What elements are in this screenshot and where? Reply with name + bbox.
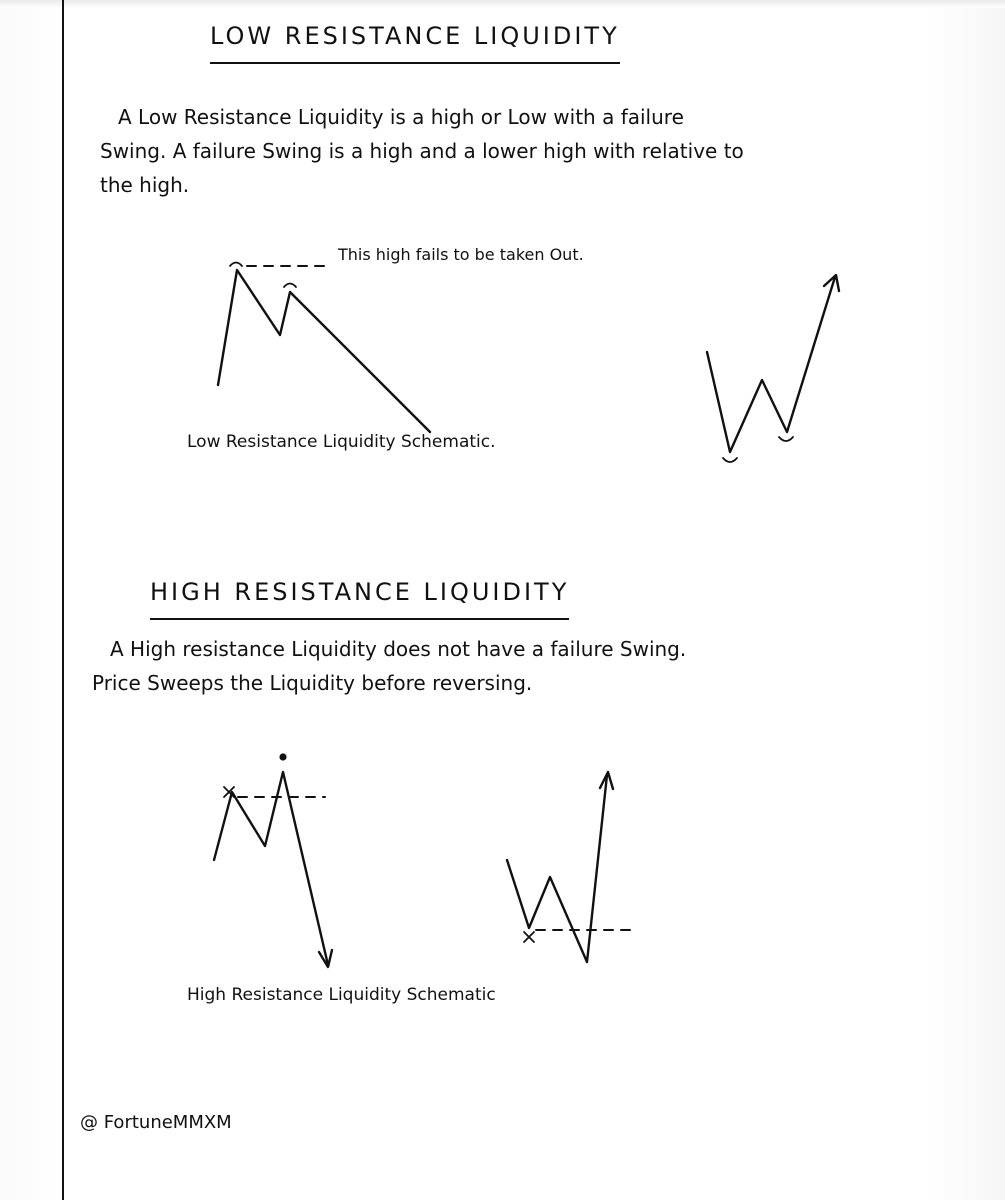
low-w-higher-low-marker xyxy=(779,437,793,441)
low-w-low-marker xyxy=(723,458,737,462)
low-m-price-path xyxy=(218,270,430,432)
author-handle: @ FortuneMMXM xyxy=(80,1112,232,1133)
failed-high-annotation: This high fails to be taken Out. xyxy=(338,245,584,264)
high-resistance-w-schematic xyxy=(507,772,638,962)
high-w-price-path xyxy=(507,775,607,962)
low-resistance-schematic-caption: Low Resistance Liquidity Schematic. xyxy=(187,432,496,452)
low-paragraph-line-2: Swing. A failure Swing is a high and a lower high with relative to xyxy=(100,139,744,163)
high-resistance-m-schematic xyxy=(214,753,332,967)
low-m-high-marker xyxy=(230,263,242,267)
high-w-swept-low-x xyxy=(524,932,534,942)
low-m-lower-high-marker xyxy=(284,284,296,288)
high-resistance-title-text: HIGH RESISTANCE LIQUIDITY xyxy=(150,578,570,606)
high-m-price-path xyxy=(214,772,328,965)
low-resistance-w-schematic xyxy=(707,275,839,462)
high-resistance-schematic-caption: High Resistance Liquidity Schematic xyxy=(187,985,496,1005)
high-paragraph-line-2: Price Sweeps the Liquidity before reversing. xyxy=(92,671,533,695)
high-paragraph-line-1: A High resistance Liquidity does not have a failure Swing. xyxy=(110,637,687,661)
low-paragraph-line-1: A Low Resistance Liquidity is a high or Low with a failure xyxy=(118,105,684,129)
low-paragraph-line-3: the high. xyxy=(100,173,190,197)
low-w-price-path xyxy=(707,277,835,452)
low-resistance-m-schematic xyxy=(218,263,430,433)
high-m-sweep-dot xyxy=(279,753,286,760)
low-resistance-title-text: LOW RESISTANCE LIQUIDITY xyxy=(210,22,620,50)
